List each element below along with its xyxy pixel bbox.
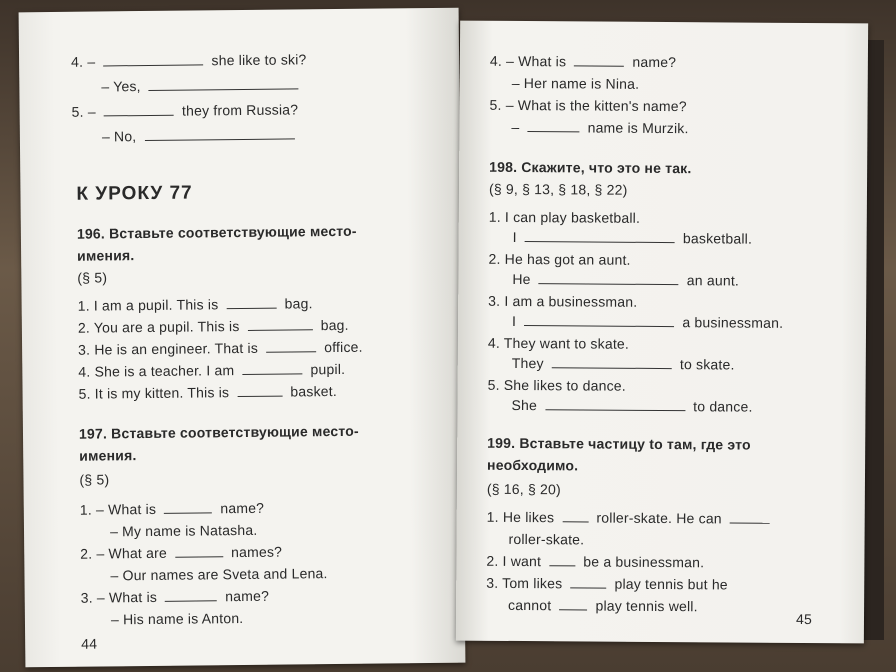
- ex196-ref: (§ 5): [77, 269, 108, 286]
- ex198-answer: [513, 229, 753, 247]
- ex198-answer: [511, 397, 752, 415]
- item-text: she like to ski?: [211, 51, 307, 69]
- right-page: [456, 21, 868, 644]
- item-text: I: [512, 312, 517, 329]
- item-text: bag.: [284, 295, 313, 312]
- ex198-sentence: 3. I am a businessman.: [488, 292, 638, 310]
- answer-blank[interactable]: [549, 564, 575, 566]
- ex198-sentence: 4. They want to skate.: [487, 334, 630, 352]
- ex196-item: [78, 339, 363, 358]
- item-text: I: [512, 228, 517, 245]
- ex199-item: [487, 509, 774, 527]
- item-text: name is Murzik.: [587, 119, 689, 137]
- item-text: play tennis but he: [614, 575, 728, 593]
- answer-blank[interactable]: [175, 555, 223, 558]
- item-text: basketball.: [682, 230, 753, 247]
- right-top-answer: – Her name is Nina.: [511, 74, 640, 92]
- item-text: a businessman.: [682, 314, 784, 331]
- answer-blank[interactable]: [237, 395, 282, 397]
- answer-blank[interactable]: [524, 324, 674, 327]
- ex198-title: 198. Скажите, что это не так.: [489, 158, 692, 177]
- item-text: 1. – What is: [79, 500, 157, 518]
- item-text: roller-skate. He can: [596, 509, 722, 527]
- answer-blank[interactable]: [562, 520, 588, 522]
- ex196-title: 196. Вставьте соответствующие место-: [76, 222, 357, 242]
- answer-blank[interactable]: [574, 64, 624, 66]
- answer-blank[interactable]: [242, 372, 302, 375]
- item-text: 2. – What are: [80, 544, 167, 562]
- ex196-title-cont: имения.: [77, 247, 135, 264]
- answer-blank[interactable]: [539, 282, 679, 285]
- left-top-item-5: [72, 101, 299, 119]
- item-number: 5.: [71, 103, 84, 120]
- item-text: name?: [225, 587, 270, 605]
- answer-blank[interactable]: [266, 350, 316, 353]
- answer-blank[interactable]: [149, 87, 299, 91]
- ex197-title-cont: имения.: [79, 447, 137, 464]
- ex196-item: [78, 317, 349, 336]
- answer-blank[interactable]: [559, 608, 587, 610]
- ex199-item: [486, 553, 704, 571]
- answer-blank[interactable]: [525, 240, 675, 243]
- page-number: 45: [795, 610, 813, 628]
- item-text: to dance.: [693, 398, 753, 415]
- right-top-item: 5. – What is the kitten's name?: [489, 96, 687, 115]
- ex199-title-cont: необходимо.: [487, 456, 579, 474]
- item-text: cannot: [508, 596, 552, 614]
- answer-blank[interactable]: [545, 408, 685, 411]
- answer-blank[interactable]: [570, 586, 606, 588]
- item-text: –: [511, 118, 520, 135]
- ex198-answer: [512, 355, 735, 373]
- ex198-ref: (§ 9, § 13, § 18, § 22): [488, 180, 628, 198]
- item-text: 3. He is an engineer. That is: [78, 339, 259, 358]
- item-text: play tennis well.: [595, 597, 698, 615]
- ex196-item: [78, 361, 345, 380]
- ex197-title: 197. Вставьте соответствующие место-: [78, 422, 359, 442]
- item-text: 5. It is my kitten. This is: [78, 384, 230, 402]
- left-top-item-4: [71, 51, 307, 69]
- item-text: 2. I want: [486, 552, 542, 570]
- item-text: 3. Tom likes: [486, 574, 563, 592]
- ex197-answer: – His name is Anton.: [110, 610, 244, 628]
- left-page: [19, 8, 466, 668]
- item-dash: –: [87, 103, 96, 120]
- answer-blank[interactable]: [730, 521, 770, 523]
- item-text: they from Russia?: [181, 101, 299, 119]
- answer-blank[interactable]: [226, 307, 276, 310]
- ex199-ref: (§ 16, § 20): [486, 480, 561, 498]
- item-text: pupil.: [310, 360, 346, 378]
- item-text: – No,: [101, 128, 137, 145]
- item-text: 1. I am a pupil. This is: [77, 296, 219, 314]
- ex197-answer: – My name is Natasha.: [109, 521, 258, 540]
- item-text: They: [511, 354, 544, 372]
- item-text: 4. – What is: [489, 52, 567, 70]
- answer-blank[interactable]: [104, 114, 174, 117]
- ex199-item: [486, 575, 728, 593]
- item-text: She: [511, 396, 538, 414]
- item-text: name?: [632, 53, 677, 71]
- answer-blank[interactable]: [248, 328, 313, 331]
- page-number: 44: [81, 635, 98, 652]
- answer-blank[interactable]: [144, 137, 294, 141]
- item-text: 3. – What is: [80, 588, 158, 606]
- item-dash: –: [87, 53, 96, 70]
- item-text: office.: [324, 338, 363, 356]
- ex198-sentence: 2. He has got an aunt.: [488, 250, 631, 268]
- ex197-item: [81, 588, 269, 606]
- item-text: 2. You are a pupil. This is: [77, 318, 240, 336]
- ex198-sentence: 5. She likes to dance.: [487, 376, 626, 394]
- item-text: to skate.: [679, 356, 735, 373]
- item-text: – Yes,: [101, 78, 141, 95]
- left-top-answer-5: [102, 126, 299, 144]
- item-text: bag.: [320, 316, 349, 334]
- lesson-title: К УРОКУ 77: [76, 182, 193, 205]
- ex199-item-cont: roller-skate.: [508, 530, 585, 548]
- ex197-item: [80, 500, 264, 518]
- answer-blank[interactable]: [164, 511, 212, 514]
- ex197-ref: (§ 5): [79, 471, 110, 488]
- ex198-answer: [512, 313, 783, 331]
- right-top-answer: [511, 119, 688, 136]
- item-text: 4. She is a teacher. I am: [78, 362, 235, 380]
- item-text: name?: [220, 499, 265, 517]
- answer-blank[interactable]: [103, 63, 203, 66]
- ex199-item-cont: [508, 597, 698, 614]
- right-top-item: [490, 53, 676, 70]
- ex196-item: [78, 383, 337, 402]
- ex197-answer: – Our names are Sveta and Lena.: [110, 565, 328, 584]
- item-number: 4.: [71, 53, 84, 70]
- item-text: 1. He likes: [486, 508, 555, 526]
- answer-blank[interactable]: [527, 130, 579, 132]
- ex198-answer: [512, 271, 739, 289]
- ex198-sentence: 1. I can play basketball.: [488, 208, 641, 226]
- answer-blank[interactable]: [165, 599, 217, 602]
- item-text: basket.: [290, 383, 338, 400]
- answer-blank[interactable]: [552, 366, 672, 369]
- item-text: be a businessman.: [583, 553, 705, 571]
- left-top-answer-4: [101, 76, 303, 94]
- ex199-title: 199. Вставьте частицу to там, где это: [487, 434, 751, 453]
- ex196-item: [78, 295, 313, 313]
- item-text: names?: [231, 543, 283, 561]
- ex197-item: [80, 544, 282, 562]
- item-text: an aunt.: [686, 272, 740, 289]
- item-text: He: [512, 270, 531, 288]
